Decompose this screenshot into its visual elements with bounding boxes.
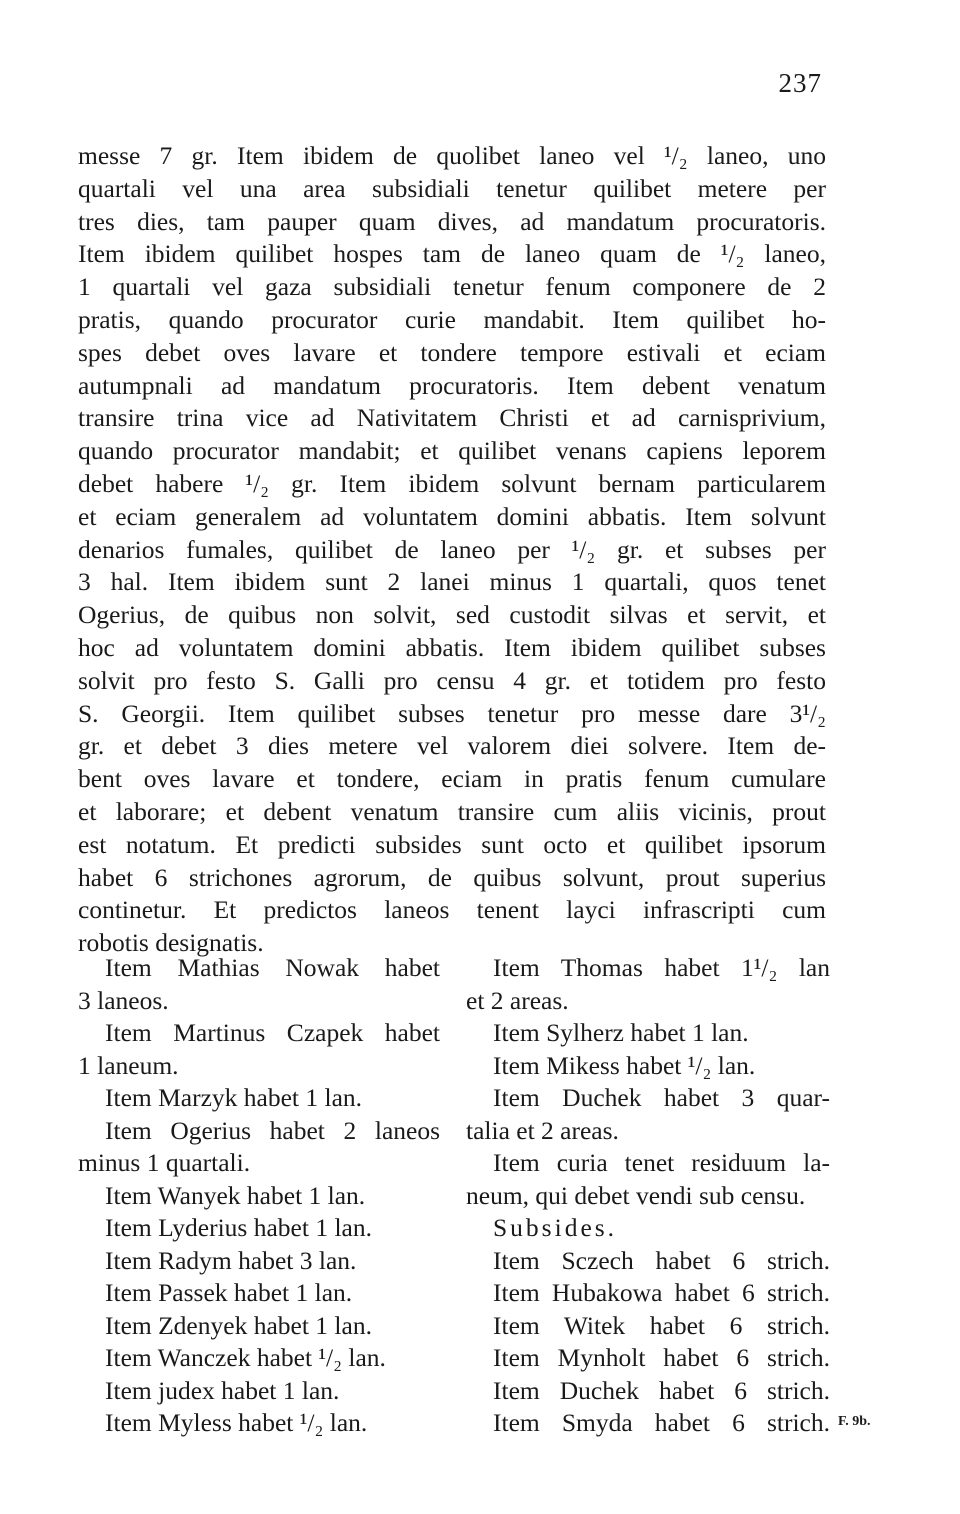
tenant-entry: [466, 1082, 830, 1147]
tenant-entry: [78, 1342, 440, 1375]
text-line: S. Georgii. Item quilibet subses tenetur pro messe dare 3¹/₂: [78, 698, 826, 728]
subses-entry: [466, 1342, 830, 1375]
entry-line: Item Ogerius habet 2 laneos: [105, 1115, 440, 1145]
entry-line: Item Mynholt habet 6 strich.: [493, 1343, 830, 1372]
text-line: autumpnali ad mandatum procuratoris. Item debent venatum: [78, 370, 826, 400]
tenant-entry: [78, 1245, 440, 1278]
text-line: quartali vel una area subsidiali tenetur quilibet metere per: [78, 173, 826, 203]
text-line: messe 7 gr. Item ibidem de quolibet laneo vel ¹/₂ laneo, uno: [78, 141, 826, 170]
subses-entry: [466, 1277, 830, 1310]
entry-line: Item Duchek habet 6 strich.: [493, 1375, 830, 1405]
entry-line: Item Martinus Czapek habet: [105, 1018, 440, 1047]
tenant-entry: [466, 1147, 830, 1212]
entry-continuation: neum, qui debet vendi sub censu.: [466, 1180, 806, 1210]
entry-continuation: et 2 areas.: [466, 985, 569, 1015]
entry-line: Item Myless habet ¹/₂ lan.: [105, 1408, 368, 1437]
text-line: spes debet oves lavare et tondere tempore estivali et eciam: [78, 337, 826, 367]
entry-line: Item Marzyk habet 1 lan.: [105, 1083, 363, 1112]
entry-line: Item Sczech habet 6 strich.: [493, 1245, 830, 1275]
left-column: [78, 952, 440, 1440]
tenant-entry: [78, 1407, 440, 1440]
text-line: Ogerius, de quibus non solvit, sed custodit silvas et servit, et: [78, 600, 826, 630]
text-line: solvit pro festo S. Galli pro censu 4 gr. et totidem pro festo: [78, 665, 826, 695]
entry-continuation: minus 1 quartali.: [78, 1148, 251, 1177]
entry-line: Item Hubakowa habet 6 strich.: [493, 1278, 830, 1307]
tenant-entry: [78, 1310, 440, 1343]
main-paragraph: [78, 140, 826, 960]
subses-entry: [466, 1310, 830, 1343]
text-line: denarios fumales, quilibet de laneo per ¹/₂ gr. et subses per: [78, 534, 826, 564]
entry-line: Item Witek habet 6 strich.: [493, 1310, 830, 1340]
subses-entry: [466, 1407, 830, 1440]
text-line: Item ibidem quilibet hospes tam de laneo quam de ¹/₂ laneo,: [78, 239, 826, 269]
entry-line: Item Sylherz habet 1 lan.: [493, 1018, 749, 1047]
entry-line: Item Wanczek habet ¹/₂ lan.: [105, 1343, 386, 1372]
entry-line: Item curia tenet residuum la-: [493, 1148, 830, 1177]
entry-continuation: 3 laneos.: [78, 985, 169, 1015]
tenant-entry: [78, 1017, 440, 1082]
tenant-entry: [78, 1180, 440, 1213]
text-line: 3 hal. Item ibidem sunt 2 lanei minus 1 quartali, quos tenet: [78, 567, 826, 597]
entry-line: Item Wanyek habet 1 lan.: [105, 1180, 366, 1210]
text-line: et eciam generalem ad voluntatem domini abbatis. Item solvunt: [78, 501, 826, 531]
text-line: tres dies, tam pauper quam dives, ad mandatum procuratoris.: [78, 206, 826, 236]
tenant-entry: [78, 952, 440, 1017]
entry-continuation: 1 laneum.: [78, 1050, 179, 1080]
entry-line: Item Zdenyek habet 1 lan.: [105, 1310, 372, 1340]
subsides-heading: Subsides.: [493, 1213, 618, 1242]
text-line: gr. et debet 3 dies metere vel valorem diei solvere. Item de-: [78, 731, 826, 761]
entry-line: Item Passek habet 1 lan.: [105, 1278, 353, 1307]
tenant-list: [78, 952, 830, 1442]
text-line: continetur. Et predictos laneos tenent layci infrascripti cum: [78, 895, 826, 925]
entry-line: Item Radym habet 3 lan.: [105, 1245, 357, 1275]
entry-line: Item Duchek habet 3 quar-: [493, 1083, 830, 1112]
tenant-entry: [78, 1277, 440, 1310]
text-line: transire trina vice ad Nativitatem Christi et ad carnisprivium,: [78, 403, 826, 433]
right-column: [466, 952, 830, 1440]
entry-line: Item Mikess habet ¹/₂ lan.: [493, 1050, 756, 1080]
text-line: pratis, quando procurator curie mandabit. Item quilibet ho-: [78, 304, 826, 334]
tenant-entry: [466, 1050, 830, 1083]
tenant-entry: [78, 1115, 440, 1180]
entry-line: Item Mathias Nowak habet: [105, 953, 440, 982]
entry-line: Item Smyda habet 6 strich.: [493, 1408, 830, 1437]
text-line: est notatum. Et predicti subsides sunt octo et quilibet ipsorum: [78, 829, 826, 859]
page-number: 237: [778, 68, 822, 98]
folio-margin-note: F. 9b.: [838, 1414, 871, 1429]
tenant-entry: [78, 1212, 440, 1245]
text-line: robotis designatis.: [78, 928, 264, 958]
text-line: et laborare; et debent venatum transire cum aliis vicinis, prout: [78, 796, 826, 826]
entry-line: Item Lyderius habet 1 lan.: [105, 1213, 372, 1242]
text-line: quando procurator mandabit; et quilibet venans capiens leporem: [78, 436, 826, 466]
text-line: hoc ad voluntatem domini abbatis. Item ibidem quilibet subses: [78, 632, 826, 662]
tenant-entry: [466, 1017, 830, 1050]
subses-entry: [466, 1375, 830, 1408]
tenant-entry: [78, 1082, 440, 1115]
subses-entry: [466, 1245, 830, 1278]
entry-continuation: talia et 2 areas.: [466, 1115, 619, 1145]
tenant-entry: [78, 1375, 440, 1408]
tenant-entry: [466, 952, 830, 1017]
entry-line: Item Thomas habet 1¹/₂ lan: [493, 953, 830, 982]
text-line: habet 6 strichones agrorum, de quibus solvunt, prout superius: [78, 862, 826, 892]
text-line: bent oves lavare et tondere, eciam in pratis fenum cumulare: [78, 764, 826, 794]
entry-line: Item judex habet 1 lan.: [105, 1375, 340, 1405]
text-line: 1 quartali vel gaza subsidiali tenetur fenum componere de 2: [78, 272, 826, 302]
text-line: debet habere ¹/₂ gr. Item ibidem solvunt bernam particularem: [78, 468, 826, 498]
